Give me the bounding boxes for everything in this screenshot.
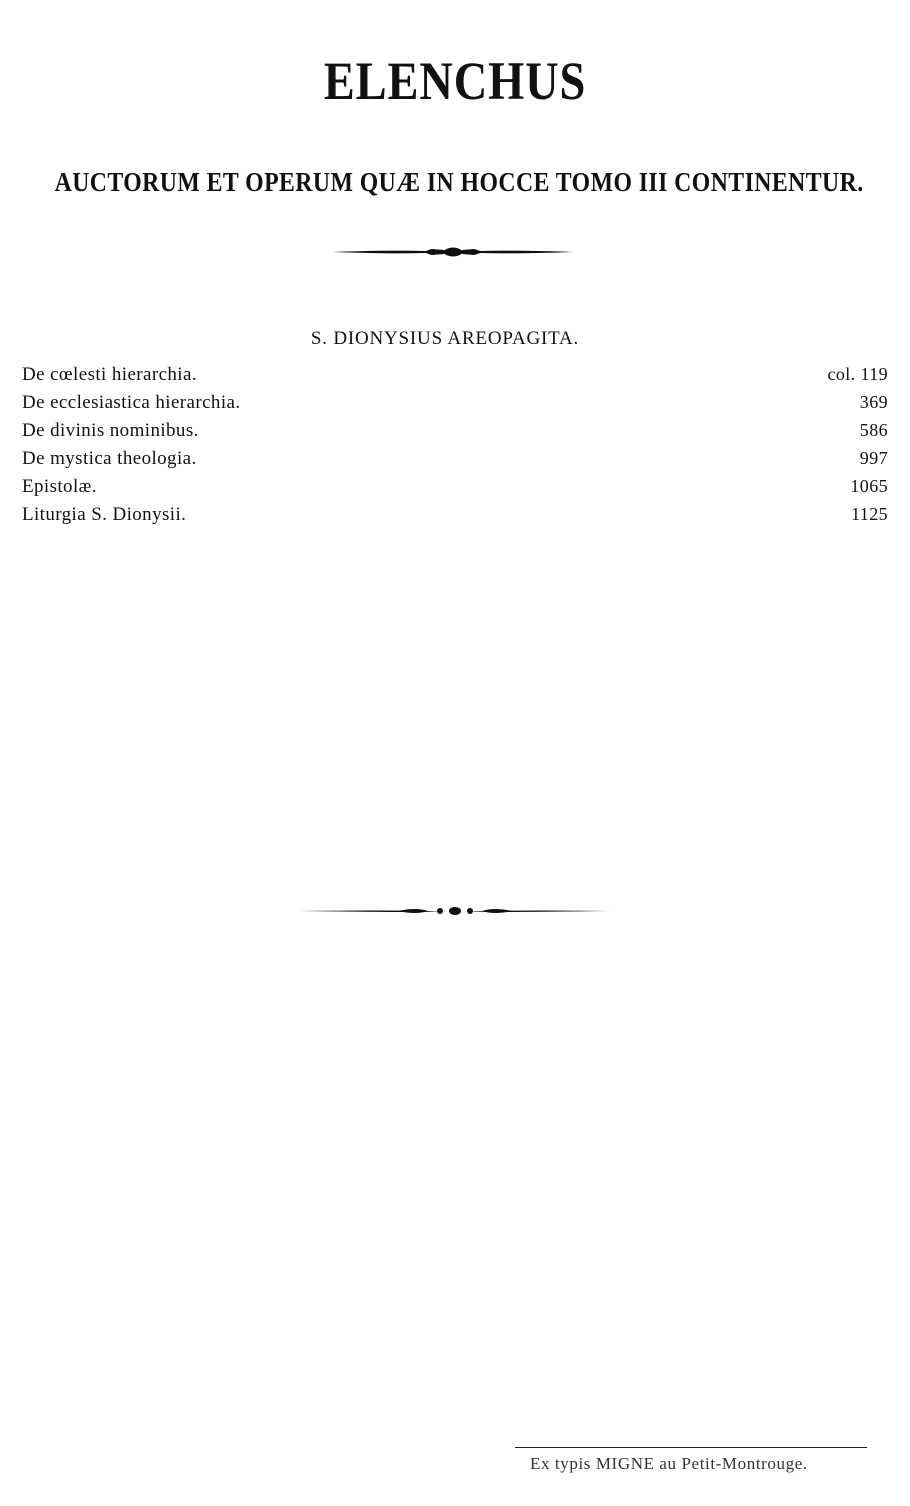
toc-entry: [22, 420, 888, 448]
toc-entry: [22, 476, 888, 504]
toc-entry: [22, 504, 888, 532]
toc-entry-title: Epistolæ.: [22, 476, 97, 497]
table-of-contents: [22, 364, 888, 532]
toc-entry-title: Liturgia S. Dionysii.: [22, 504, 187, 525]
ornamental-rule-top: [330, 240, 576, 264]
footer-rule: [515, 1447, 867, 1448]
toc-entry: [22, 392, 888, 420]
toc-entry-column: col. 119: [827, 364, 888, 384]
toc-entry-column: 1065: [850, 476, 888, 496]
toc-entry-column: 369: [859, 392, 888, 412]
ornamental-rule-middle: [298, 900, 612, 922]
printer-imprint: Ex typis MIGNE au Petit-Montrouge.: [530, 1454, 808, 1473]
toc-entry-title: De mystica theologia.: [22, 448, 197, 469]
author-heading: S. DIONYSIUS AREOPAGITA.: [310, 328, 580, 349]
toc-entry-title: De cœlesti hierarchia.: [22, 364, 197, 385]
toc-entry-title: De ecclesiastica hierarchia.: [22, 392, 241, 413]
page-subtitle: AUCTORUM ET OPERUM QUÆ IN HOCCE TOMO III CONTINENTUR.: [54, 167, 864, 198]
toc-entry-title: De divinis nominibus.: [22, 420, 199, 441]
toc-entry-column: 1125: [851, 504, 888, 524]
page-title: ELENCHUS: [323, 51, 587, 112]
toc-entry: [22, 448, 888, 476]
toc-entry-column: 586: [859, 420, 888, 440]
toc-entry: [22, 364, 888, 392]
toc-entry-column: 997: [859, 448, 888, 468]
